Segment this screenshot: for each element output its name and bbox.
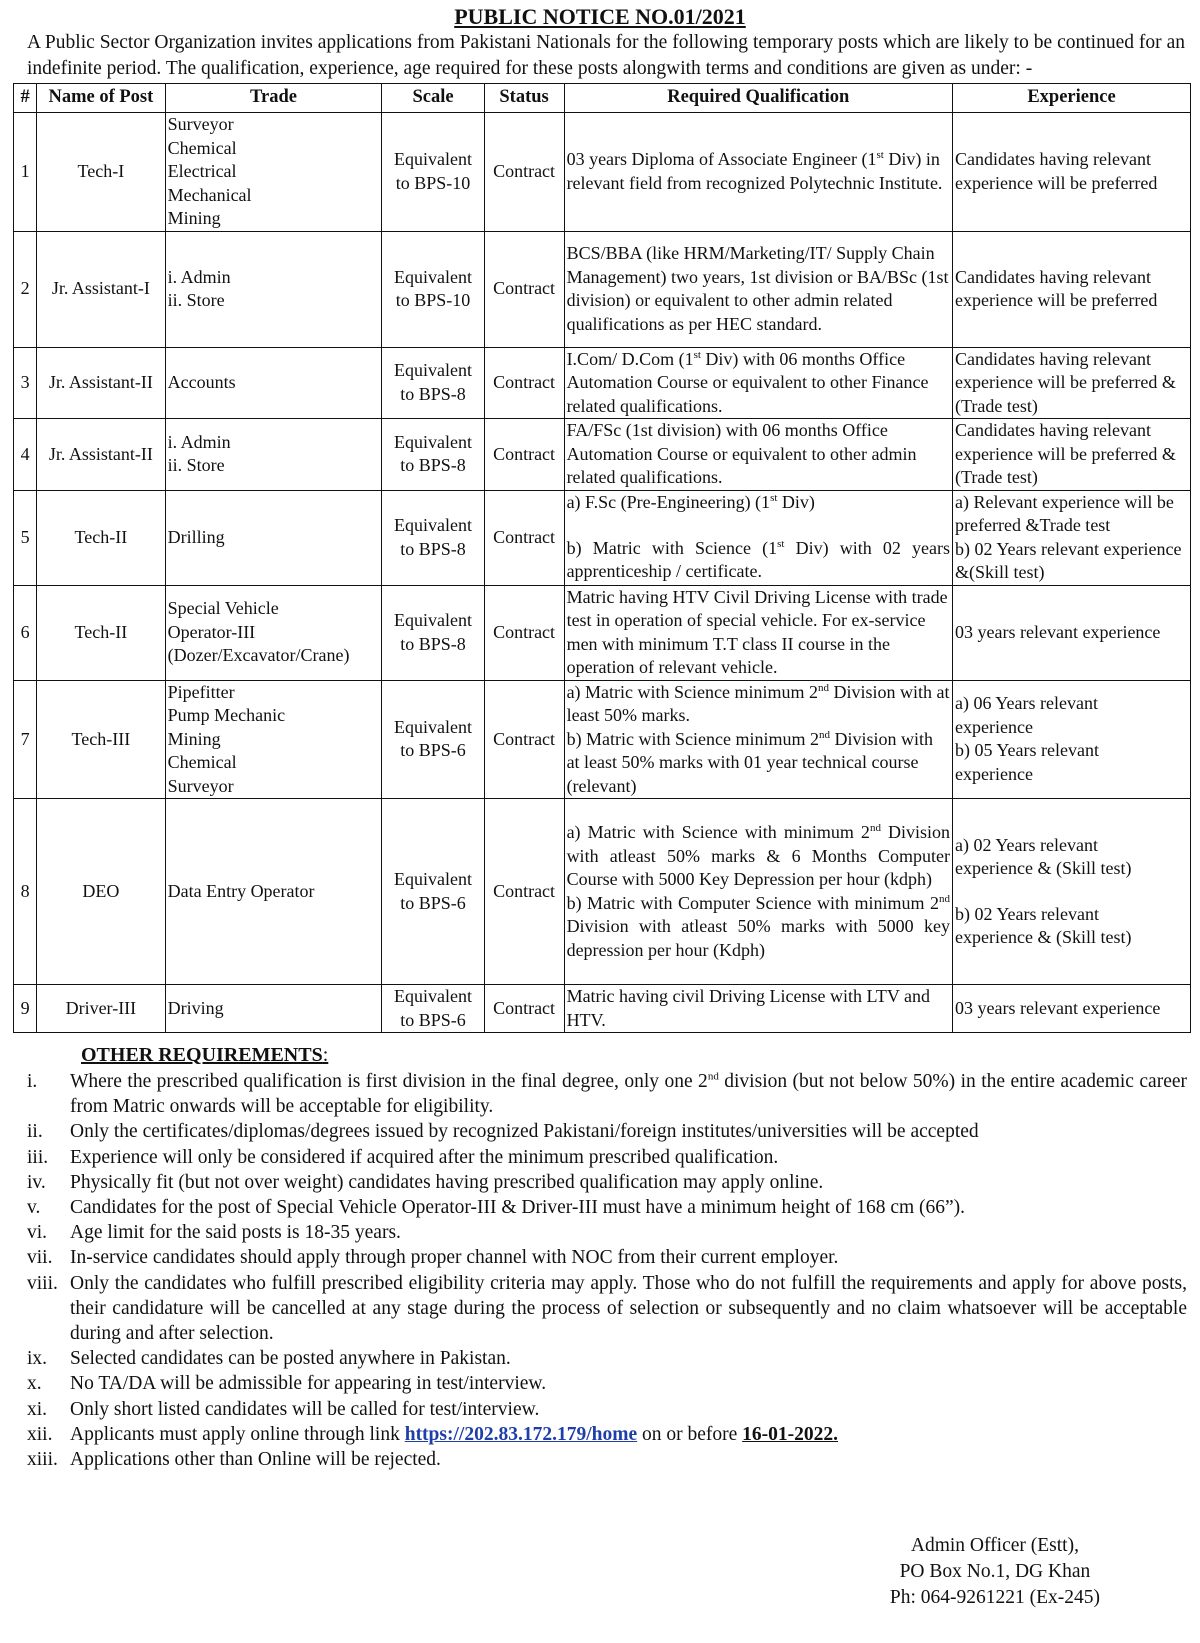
trade-cell [165,985,382,1033]
ordinal-suffix: nd [869,822,881,834]
trade-line: Drilling [167,526,225,547]
status-cell: Contract [484,680,564,799]
qualification-text: b) Matric with Computer Science with minimum 2 [566,892,940,913]
row-number: 1 [14,113,37,232]
list-item [13,1069,1187,1119]
scale-cell [382,680,484,799]
trade-line: i. Admin [167,431,231,452]
apply-online-link[interactable]: https://202.83.172.179/home [404,1423,638,1445]
ordinal-suffix: nd [707,1070,719,1083]
qualification-text: Division with at least 50% marks with 01 year technical course (relevant) [566,728,934,796]
scale-line: to BPS-8 [400,455,466,476]
row-number: 7 [14,680,37,799]
qualification-option-a [567,681,950,728]
post-name: Driver-III [37,985,165,1033]
item-number: vii. [27,1247,53,1269]
table-row [14,585,1191,680]
row-number: 5 [14,490,37,585]
list-item [13,1195,1187,1220]
table-row [14,419,1191,491]
scale-line: to BPS-6 [400,740,466,761]
qualification-text: Div) in relevant field from recognized Polytechnic Institute. [566,149,943,193]
trade-line: ii. Store [167,455,225,476]
qualification-text: b) Matric with Science (1 [566,537,778,558]
scale-line: Equivalent [394,869,472,889]
signature-line: Admin Officer (Estt), [910,1535,1079,1556]
ordinal-suffix: nd [819,728,831,741]
item-text: Only short listed candidates will be called for test/interview. [70,1398,540,1420]
experience-cell: 03 years relevant experience [953,985,1191,1033]
qualification-text: b) Matric with Science minimum 2 [566,728,820,749]
trade-cell [165,680,382,799]
scale-cell [382,490,484,585]
list-item [13,1346,1187,1371]
qualification-text: Division with atleast 50% marks & 6 Months Computer Course with 5000 Key Depression per hour (kdph) [566,822,951,889]
experience-option-b: b) 05 Years relevant experience [955,740,1099,784]
qualification-text: Division with at least 50% marks. [566,681,950,725]
scale-cell [382,113,484,232]
item-number: ix. [27,1348,48,1370]
experience-cell: Candidates having relevant experience will be preferred [953,113,1191,232]
post-name: Tech-II [37,490,165,585]
scale-line: to BPS-6 [400,1009,466,1030]
row-number: 9 [14,985,37,1033]
heading-colon: : [322,1044,329,1066]
trade-cell [165,799,382,985]
trade-line: Special Vehicle [167,598,279,619]
status-cell: Contract [484,585,564,680]
status-cell: Contract [484,113,564,232]
item-number: iii. [27,1146,49,1168]
item-text: No TA/DA will be admissible for appearing in test/interview. [70,1373,547,1395]
item-number: i. [27,1071,38,1092]
qualification-text: a) Matric with Science with minimum 2 [566,822,870,842]
trade-line: Surveyor [167,114,234,134]
experience-cell: Candidates having relevant experience will be preferred [953,231,1191,347]
item-text: division (but not below 50%) in the entire academic career from Matric onwards will be acceptable for eligibility. [70,1071,1187,1118]
trade-line: i. Admin [167,266,231,287]
trade-line: Mining [167,728,221,749]
signature-block [890,1533,1100,1611]
scale-line: Equivalent [394,986,472,1006]
qualification-option-a [567,491,950,515]
col-header-num: # [14,84,37,113]
experience-option-b: b) 02 Years relevant experience & (Skill test) [955,903,1132,947]
col-header-qualification: Required Qualification [564,84,952,113]
item-number: vi. [27,1222,48,1244]
col-header-trade: Trade [165,84,382,113]
scale-line: Equivalent [394,515,472,535]
row-number: 6 [14,585,37,680]
experience-cell: Candidates having relevant experience will be preferred & (Trade test) [953,419,1191,491]
item-text: on or before [637,1423,743,1445]
list-item [13,1170,1187,1195]
experience-cell [953,680,1191,799]
qualification-cell: Matric having HTV Civil Driving License with trade test in operation of special vehicle. For ex-service men with minimum T.T class II course in the operation of relevant vehicle. [564,585,952,680]
qualification-option-a [567,821,950,892]
item-number: xiii. [27,1449,58,1471]
table-row [14,985,1191,1033]
list-item [13,1447,1187,1472]
qualification-text: a) F.Sc (Pre-Engineering) (1 [566,492,771,513]
ordinal-suffix: nd [939,892,951,905]
post-name: Jr. Assistant-I [37,231,165,347]
col-header-scale: Scale [382,84,484,113]
requirements-list [13,1069,1187,1472]
item-number: viii. [27,1272,58,1294]
ordinal-suffix: st [770,492,778,505]
item-text: Physically fit (but not over weight) candidates having prescribed qualification may apply online. [70,1171,824,1193]
list-item [13,1245,1187,1270]
scale-line: to BPS-6 [400,892,466,913]
scale-line: Equivalent [394,716,472,737]
trade-line: Mechanical [167,184,252,205]
trade-line: Driving [167,997,224,1018]
signature-line: Ph: 064-9261221 (Ex-245) [889,1587,1100,1608]
item-text: Applications other than Online will be rejected. [70,1449,441,1471]
row-number: 2 [14,231,37,347]
row-number: 3 [14,347,37,419]
post-name: Tech-I [37,113,165,232]
trade-cell [165,490,382,585]
qualification-cell [564,113,952,232]
table-row [14,113,1191,232]
scale-cell [382,585,484,680]
trade-line: Data Entry Operator [167,880,315,901]
ordinal-suffix: st [876,149,884,162]
scale-line: to BPS-8 [400,383,466,404]
experience-option-a: a) 02 Years relevant experience & (Skill test) [955,834,1132,878]
item-text: In-service candidates should apply through proper channel with NOC from their current employer. [70,1247,839,1269]
trade-line: Operator-III [167,621,256,642]
item-text: Selected candidates can be posted anywhere in Pakistan. [70,1348,511,1370]
trade-cell [165,113,382,232]
trade-line: Accounts [167,372,236,392]
status-cell: Contract [484,347,564,419]
qualification-cell [564,680,952,799]
status-cell: Contract [484,419,564,491]
trade-line: ii. Store [167,290,225,310]
trade-cell [165,347,382,419]
qualification-cell: BCS/BBA (like HRM/Marketing/IT/ Supply Chain Management) two years, 1st division or BA/BSc (1st division) or equivalent to other admin related qualifications as per HEC standard. [564,231,952,347]
table-row [14,799,1191,985]
qualification-text: 03 years Diploma of Associate Engineer (1 [566,149,877,170]
table-header-row [14,84,1191,113]
experience-option-a: a) 06 Years relevant experience [955,693,1098,737]
col-header-post: Name of Post [37,84,165,113]
status-cell: Contract [484,985,564,1033]
notice-title: PUBLIC NOTICE NO.01/2021 [454,4,746,29]
trade-line: Pipefitter [167,681,235,702]
col-header-experience: Experience [953,84,1191,113]
scale-line: to BPS-8 [400,538,466,559]
other-requirements-title: OTHER REQUIREMENTS [81,1044,323,1066]
post-name: Tech-II [37,585,165,680]
list-item [13,1271,1187,1347]
table-row [14,231,1191,347]
table-row [14,347,1191,419]
item-number: ii. [27,1121,43,1143]
item-text: Candidates for the post of Special Vehicle Operator-III & Driver-III must have a minimum height of 168 cm (66”). [70,1197,966,1219]
scale-cell [382,419,484,491]
status-cell: Contract [484,799,564,985]
scale-line: to BPS-10 [395,172,471,193]
qualification-option-b [567,892,950,963]
item-text: Where the prescribed qualification is first division in the final degree, only one 2 [70,1071,708,1092]
status-cell: Contract [484,490,564,585]
experience-cell: 03 years relevant experience [953,585,1191,680]
experience-cell [953,490,1191,585]
scale-cell [382,985,484,1033]
qualification-option-b [567,728,950,799]
status-cell: Contract [484,231,564,347]
scale-line: Equivalent [394,266,472,287]
item-number: xii. [27,1423,53,1445]
ordinal-suffix: nd [818,681,829,694]
qualification-text: Division with atleast 50% marks with 5000 key depression per hour (Kdph) [566,916,951,960]
trade-line: Electrical [167,161,237,181]
trade-line: Mining [167,208,221,228]
list-item [13,1371,1187,1396]
item-text: Age limit for the said posts is 18-35 years. [70,1222,401,1244]
item-number: v. [27,1197,41,1219]
item-number: iv. [27,1171,46,1193]
experience-cell [953,799,1191,985]
scale-cell [382,799,484,985]
qualification-text: Div) with 02 years apprenticeship / certificate. [566,537,951,582]
ordinal-suffix: st [693,348,701,361]
qualification-cell [564,490,952,585]
item-number: x. [27,1373,42,1395]
qualification-cell: Matric having civil Driving License with LTV and HTV. [564,985,952,1033]
scale-cell [382,231,484,347]
trade-line: Chemical [167,137,237,158]
other-requirements-heading [81,1043,1187,1067]
post-name: Jr. Assistant-II [37,347,165,419]
list-item [13,1119,1187,1144]
item-text: Applicants must apply online through link [70,1423,405,1445]
qualification-text: Div) with 06 months Office Automation Course or equivalent to other Finance related qualifications. [566,348,929,416]
qualification-option-b [567,537,950,584]
post-name: DEO [37,799,165,985]
item-text: Experience will only be considered if acquired after the minimum prescribed qualification. [70,1146,779,1168]
deadline-date: 16-01-2022. [742,1423,839,1445]
trade-cell [165,231,382,347]
trade-line: Chemical [167,752,237,772]
experience-option-a: a) Relevant experience will be preferred &Trade test [955,491,1174,535]
qualification-cell: FA/FSc (1st division) with 06 months Office Automation Course or equivalent to other admin related qualifications. [564,419,952,491]
row-number: 8 [14,799,37,985]
item-text: Only the certificates/diplomas/degrees issued by recognized Pakistani/foreign institutes/universities will be accepted [70,1121,979,1143]
intro-paragraph: A Public Sector Organization invites applications from Pakistani Nationals for the following temporary posts which are likely to be continued for an indefinite period. The qualification, experience, age required for these posts alongwith terms and conditions are given as under: - [27,32,1185,79]
qualification-cell [564,799,952,985]
scale-line: to BPS-8 [400,633,466,654]
signature-line: PO Box No.1, DG Khan [899,1561,1091,1582]
trade-cell [165,585,382,680]
scale-line: Equivalent [394,360,472,381]
list-item [13,1145,1187,1170]
list-item [13,1397,1187,1422]
trade-line: Surveyor [167,775,234,796]
posts-table [13,83,1191,1033]
scale-cell [382,347,484,419]
scale-line: Equivalent [394,431,472,452]
experience-option-b: b) 02 Years relevant experience &(Skill test) [955,538,1182,582]
table-row [14,490,1191,585]
item-text: Only the candidates who fulfill prescribed eligibility criteria may apply. Those who do not fulfill the requirements and apply for above posts, their candidature will be cancelled at any stage during the process of selection or subsequently and no claim whatsoever will be acceptable during and after selection. [70,1272,1187,1345]
col-header-status: Status [484,84,564,113]
row-number: 4 [14,419,37,491]
qualification-text: I.Com/ D.Com (1 [566,348,694,369]
list-item [13,1422,1187,1447]
list-item [13,1220,1187,1245]
scale-line: Equivalent [394,149,472,170]
ordinal-suffix: st [777,537,785,550]
table-row [14,680,1191,799]
scale-line: to BPS-10 [395,290,471,310]
qualification-text: Div) [777,492,815,513]
trade-line: (Dozer/Excavator/Crane) [167,645,350,666]
qualification-cell [564,347,952,419]
item-number: xi. [27,1398,48,1420]
post-name: Jr. Assistant-II [37,419,165,491]
post-name: Tech-III [37,680,165,799]
qualification-text: a) Matric with Science minimum 2 [566,681,818,702]
scale-line: Equivalent [394,610,472,630]
trade-cell [165,419,382,491]
experience-cell: Candidates having relevant experience will be preferred & (Trade test) [953,347,1191,419]
trade-line: Pump Mechanic [167,705,286,725]
